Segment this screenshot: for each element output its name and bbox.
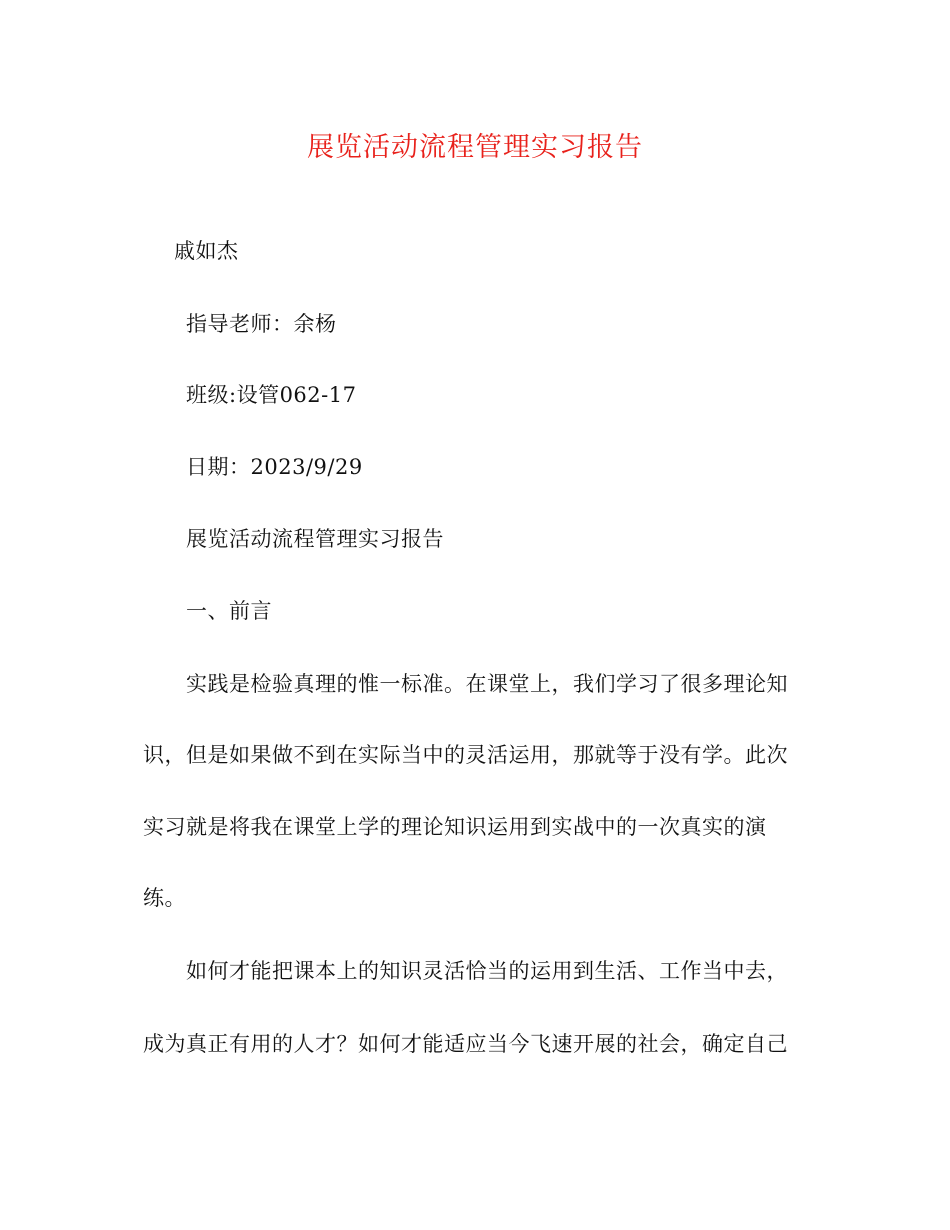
paragraph-line: 成为真正有用的人才？如何才能适应当今飞速开展的社会，确定自己: [143, 1032, 788, 1056]
class-line: 班级:设管062-17: [186, 383, 357, 407]
paragraph-line: 练。: [143, 886, 186, 910]
paragraph-line: 实习就是将我在课堂上学的理论知识运用到实战中的一次真实的演: [143, 815, 767, 839]
document-title: 展览活动流程管理实习报告: [307, 132, 643, 163]
paragraph-line: 识，但是如果做不到在实际当中的灵活运用，那就等于没有学。此次: [143, 743, 788, 767]
author-name: 戚如杰: [174, 239, 239, 263]
report-subtitle: 展览活动流程管理实习报告: [186, 527, 444, 551]
advisor-line: 指导老师：余杨: [186, 312, 337, 336]
section-heading: 一、前言: [186, 599, 272, 623]
date-line: 日期：2023/9/29: [186, 455, 363, 479]
paragraph-line: 实践是检验真理的惟一标准。在课堂上，我们学习了很多理论知: [186, 672, 788, 696]
paragraph-line: 如何才能把课本上的知识灵活恰当的运用到生活、工作当中去，: [186, 959, 788, 983]
